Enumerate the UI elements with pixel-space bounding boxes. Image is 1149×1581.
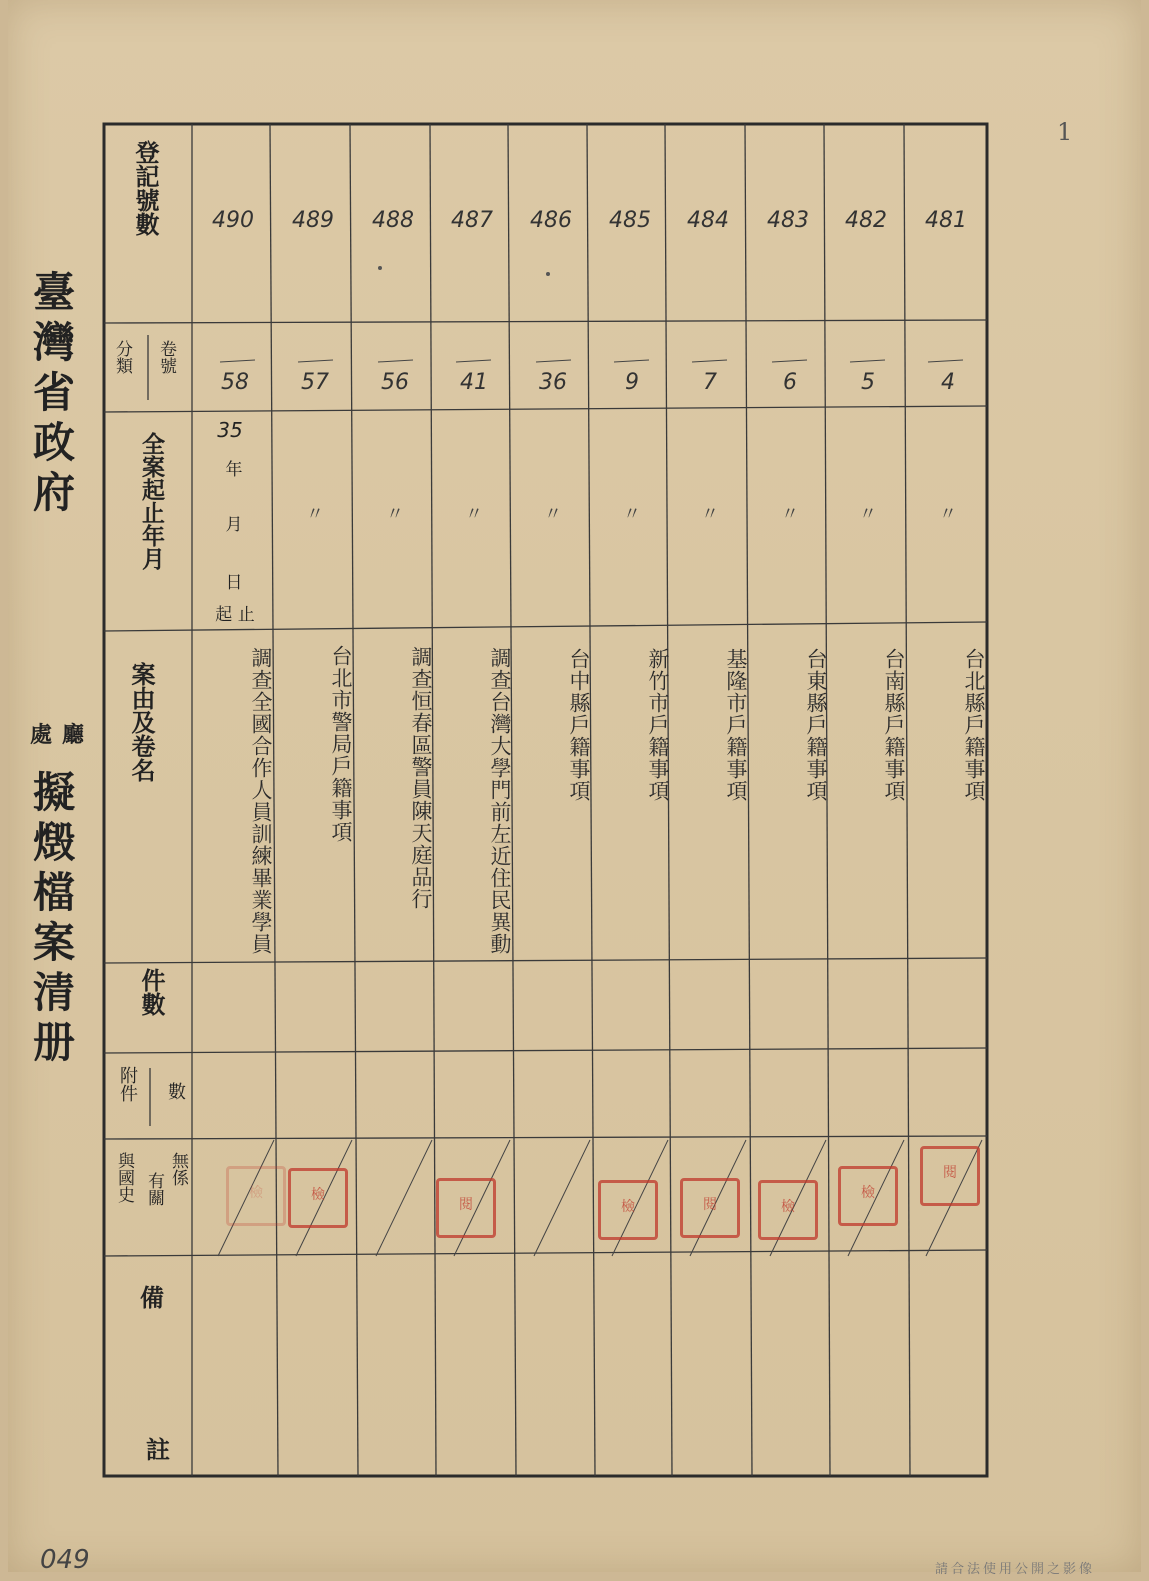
red-seal-stamp: 檢: [226, 1166, 286, 1226]
volume-number: 58: [221, 370, 249, 395]
red-seal-stamp: 閱: [436, 1178, 496, 1238]
period-ditto-mark: 〃: [306, 504, 324, 525]
period-ditto-mark: 〃: [623, 504, 641, 525]
corner-mark: 1: [1057, 118, 1073, 146]
subject-title: 基隆市戶籍事項: [724, 648, 748, 802]
reg-number: 490: [212, 208, 254, 233]
reg-number: 489: [292, 208, 334, 233]
reg-number: 488: [372, 208, 414, 233]
period-year-value: 35: [217, 418, 243, 442]
period-ditto-mark: 〃: [544, 504, 562, 525]
subject-title: 調查全國合作人員訓練畢業學員: [249, 647, 273, 955]
volume-number: 56: [381, 370, 409, 395]
subject-title: 台中縣戶籍事項: [567, 648, 591, 802]
reg-number: 483: [767, 208, 809, 233]
red-seal-stamp: 閱: [680, 1178, 740, 1238]
period-start-end-label: 起 止: [215, 605, 255, 625]
header-remarks-top: 備: [140, 1283, 164, 1312]
subject-title: 新竹市戶籍事項: [646, 648, 670, 802]
main-title: 臺灣省政府: [27, 270, 76, 520]
header-remarks-bottom: 註: [146, 1435, 170, 1464]
subject-title: 台東縣戶籍事項: [804, 648, 828, 802]
header-vol-left: 分類: [112, 340, 132, 374]
reg-number: 487: [451, 208, 493, 233]
volume-number: 9: [625, 370, 639, 395]
subject-title: 台北縣戶籍事項: [962, 648, 986, 802]
subject-title: 台北市警局戶籍事項: [329, 644, 353, 843]
red-seal-stamp: 檢: [598, 1180, 658, 1240]
ink-dot: [546, 272, 550, 276]
header-history-col1: 與國史: [114, 1152, 134, 1203]
reg-number: 484: [687, 208, 729, 233]
period-ditto-mark: 〃: [859, 504, 877, 525]
header-reg-no: 登記號數: [131, 140, 160, 236]
volume-number: 5: [861, 370, 875, 395]
volume-number: 7: [703, 370, 717, 395]
period-year-label: 年: [225, 460, 243, 480]
copyright-notice: 請合法使用公開之影像: [935, 1562, 1096, 1577]
period-month-label: 月: [225, 515, 243, 535]
red-seal-stamp: 閱: [920, 1146, 980, 1206]
volume-number: 4: [941, 370, 955, 395]
header-history-col3: 無係: [168, 1152, 188, 1186]
red-seal-stamp: 檢: [288, 1168, 348, 1228]
period-ditto-mark: 〃: [781, 504, 799, 525]
page-number: 049: [40, 1545, 90, 1575]
reg-number: 482: [845, 208, 887, 233]
header-vol-right: 卷號: [156, 340, 176, 374]
subject-title: 調查台灣大學門前左近住民異動: [488, 647, 512, 955]
ink-dot: [378, 266, 382, 270]
subject-title: 台南縣戶籍事項: [882, 648, 906, 802]
subject-title: 調查恒春區警員陳天庭品行: [409, 646, 433, 910]
red-seal-stamp: 檢: [758, 1180, 818, 1240]
office-unit-chu: 處: [30, 722, 53, 748]
volume-number: 57: [301, 370, 329, 395]
volume-number: 6: [783, 370, 797, 395]
period-day-label: 日: [225, 573, 243, 593]
header-count: 件數: [137, 968, 166, 1016]
reg-number: 486: [530, 208, 572, 233]
header-subject: 案由及卷名: [127, 662, 156, 782]
period-ditto-mark: 〃: [386, 504, 404, 525]
period-ditto-mark: 〃: [465, 504, 483, 525]
period-ditto-mark: 〃: [701, 504, 719, 525]
header-period: 全案起止年月: [138, 432, 165, 570]
sub-title: 擬燬檔案清册: [27, 770, 76, 1070]
header-attach-left: 附件: [117, 1066, 138, 1102]
header-history-col2: 有關: [144, 1172, 164, 1206]
red-seal-stamp: 檢: [838, 1166, 898, 1226]
period-ditto-mark: 〃: [939, 504, 957, 525]
office-unit-ting: 廳: [62, 722, 85, 748]
reg-number: 481: [925, 208, 967, 233]
volume-number: 41: [460, 370, 488, 395]
reg-number: 485: [609, 208, 651, 233]
header-attach-right: 數: [165, 1082, 186, 1100]
volume-number: 36: [539, 370, 567, 395]
